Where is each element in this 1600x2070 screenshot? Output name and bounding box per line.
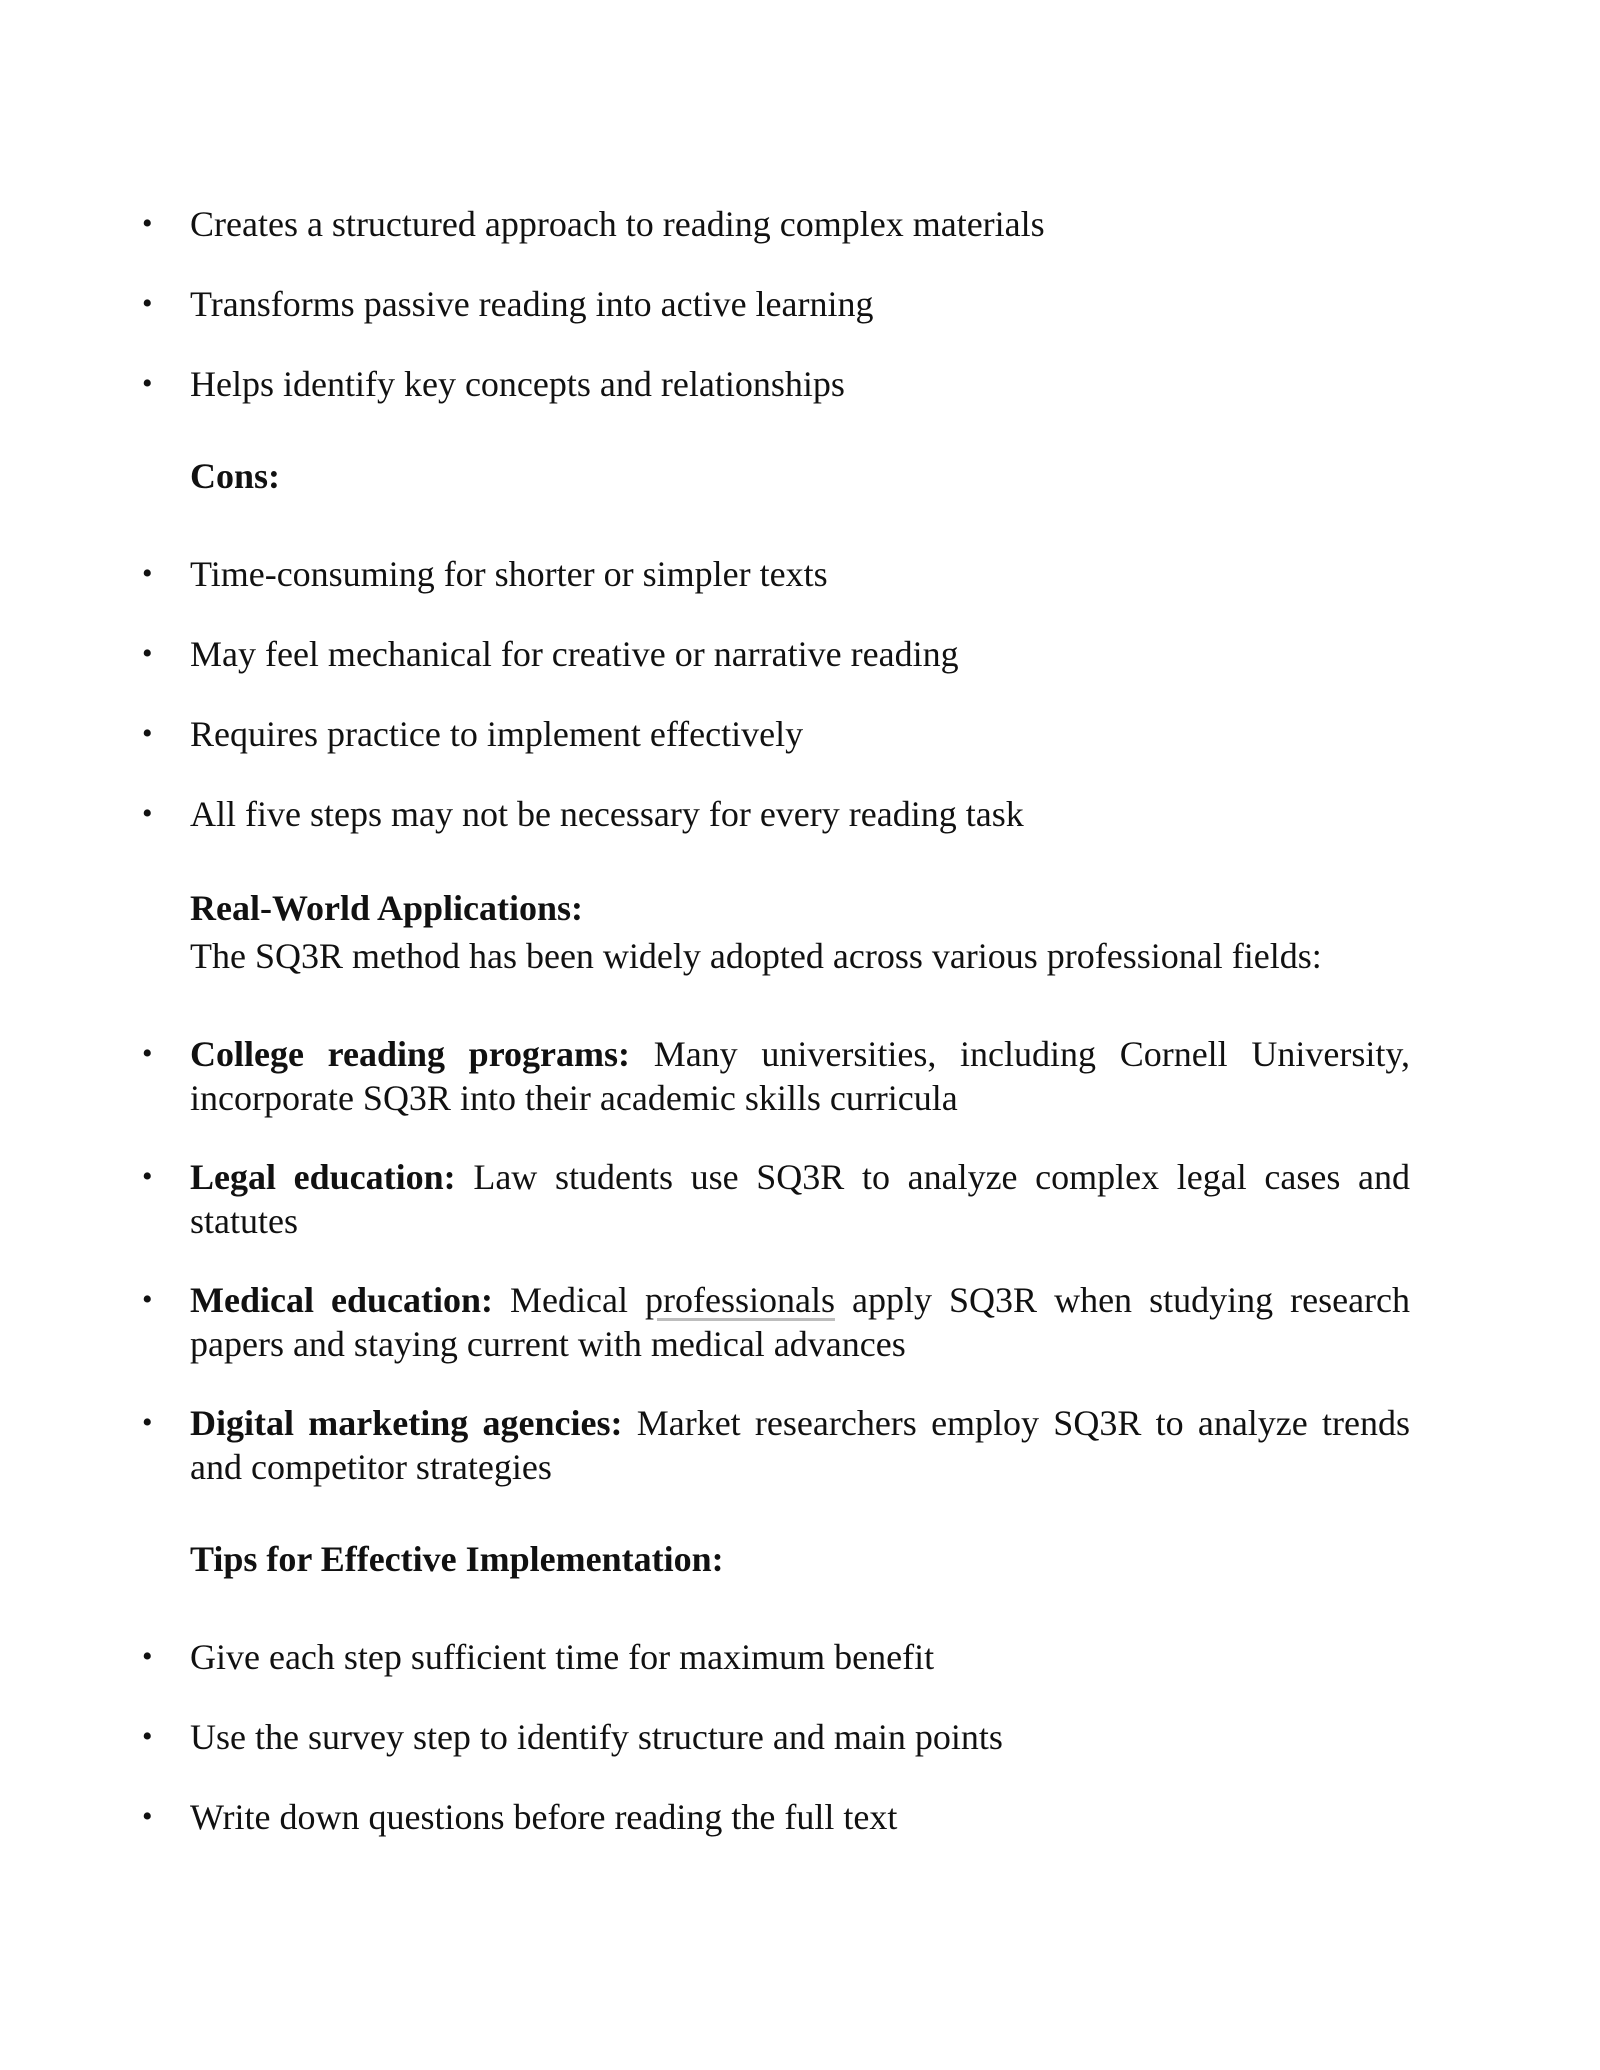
bullet: • (142, 557, 153, 590)
con-item-text: Requires practice to implement effectively (190, 714, 804, 754)
bullet: • (142, 1640, 153, 1673)
list-item (142, 1278, 1411, 1366)
bullet: • (142, 637, 153, 670)
list-item (142, 202, 1410, 246)
application-text: Many universities, including Cornell University, incorporate SQ3R into their academic skills curricula (190, 1034, 1410, 1118)
bullet: • (142, 1037, 153, 1070)
list-item (142, 1155, 1411, 1243)
con-item-text: All five steps may not be necessary for every reading task (190, 794, 1024, 834)
bullet: • (142, 717, 153, 750)
list-item (142, 712, 1410, 756)
underlined-word: professionals (645, 1280, 835, 1320)
list-item (142, 1635, 1410, 1679)
bullet: • (142, 797, 153, 830)
bullet: • (142, 1160, 153, 1193)
bullet: • (142, 367, 153, 400)
bullet: • (142, 1283, 153, 1316)
cons-heading: Cons: (190, 456, 281, 496)
bullet: • (142, 1406, 153, 1439)
application-lead: Digital marketing agencies: (190, 1403, 623, 1443)
list-item (142, 632, 1410, 676)
list-item (142, 1401, 1411, 1489)
con-item-text: Time-consuming for shorter or simpler texts (190, 554, 828, 594)
application-text: Market researchers employ SQ3R to analyze trends and competitor strategies (190, 1403, 1411, 1487)
application-text: apply SQ3R when studying research papers and staying current with medical advances (190, 1280, 1411, 1364)
tip-item-text: Give each step sufficient time for maximum benefit (190, 1637, 935, 1677)
list-item (142, 1715, 1410, 1759)
tip-item-text: Use the survey step to identify structure and main points (190, 1717, 1003, 1757)
application-lead: College reading programs: (190, 1034, 630, 1074)
application-text: Medical (510, 1280, 628, 1320)
list-item (142, 362, 1410, 406)
pro-item-text: Creates a structured approach to reading complex materials (190, 204, 1045, 244)
applications-heading: Real-World Applications: (190, 888, 584, 928)
list-item (142, 552, 1410, 596)
list-item (142, 1795, 1410, 1839)
application-text: Law students use SQ3R to analyze complex legal cases and statutes (190, 1157, 1411, 1241)
list-item (142, 1032, 1410, 1120)
bullet: • (142, 207, 153, 240)
list-item (142, 282, 1410, 326)
bullet: • (142, 287, 153, 320)
bullet: • (142, 1800, 153, 1833)
application-lead: Legal education: (190, 1157, 456, 1197)
list-item (142, 792, 1410, 836)
tips-heading: Tips for Effective Implementation: (190, 1539, 724, 1579)
con-item-text: May feel mechanical for creative or narrative reading (190, 634, 959, 674)
pro-item-text: Helps identify key concepts and relationships (190, 364, 845, 404)
pro-item-text: Transforms passive reading into active learning (190, 284, 874, 324)
bullet: • (142, 1720, 153, 1753)
application-lead: Medical education: (190, 1280, 493, 1320)
applications-intro: The SQ3R method has been widely adopted across various professional fields: (190, 936, 1322, 976)
tip-item-text: Write down questions before reading the full text (190, 1797, 898, 1837)
